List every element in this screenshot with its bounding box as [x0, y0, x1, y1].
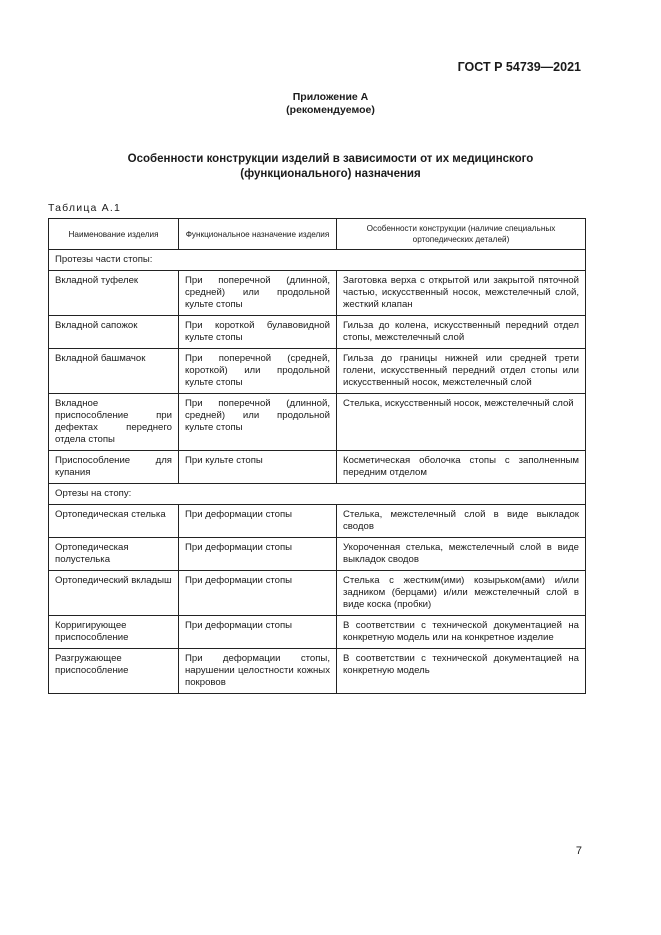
- cell-design-features: В соответствии с технической документацией на конкретную модель или на конкретное изделие: [337, 616, 586, 649]
- document-title: [60, 152, 601, 182]
- table-row: [49, 271, 586, 316]
- cell-design-features: В соответствии с технической документацией на конкретную модель: [337, 649, 586, 694]
- cell-function: При поперечной (средней, короткой) или продольной культе стопы: [179, 349, 337, 394]
- section-row: [49, 250, 586, 271]
- cell-function: При деформации стопы: [179, 616, 337, 649]
- cell-design-features: Гильза до границы нижней или средней трети голени, искусственный передний отдел стопы или искусственный носок, межстелечный слой: [337, 349, 586, 394]
- cell-function: При культе стопы: [179, 451, 337, 484]
- cell-function: При поперечной (длинной, средней) или продольной культе стопы: [179, 394, 337, 451]
- table-row: [49, 571, 586, 616]
- cell-product-name: Вкладной сапожок: [49, 316, 179, 349]
- cell-function: При поперечной (длинной, средней) или продольной культе стопы: [179, 271, 337, 316]
- cell-product-name: Ортопедическая стелька: [49, 505, 179, 538]
- table-caption: Таблица А.1: [48, 202, 122, 214]
- table-row: [49, 616, 586, 649]
- appendix-title: Приложение А: [292, 91, 369, 103]
- table-row: [49, 505, 586, 538]
- cell-product-name: Ортопедическая полустелька: [49, 538, 179, 571]
- document-title-line-1: Особенности конструкции изделий в зависимости от их медицинского: [127, 153, 534, 165]
- cell-product-name: Корригирующее приспособление: [49, 616, 179, 649]
- appendix-subtitle: (рекомендуемое): [286, 104, 375, 116]
- table-row: [49, 649, 586, 694]
- page-number: 7: [575, 845, 582, 857]
- appendix-heading: [0, 91, 661, 117]
- document-title-line-2: (функционального) назначения: [240, 168, 421, 180]
- cell-design-features: Гильза до колена, искусственный передний отдел стопы, межстелечный слой: [337, 316, 586, 349]
- section-title: Ортезы на стопу:: [49, 484, 586, 505]
- cell-design-features: Укороченная стелька, межстелечный слой в виде выкладок сводов: [337, 538, 586, 571]
- section-title: Протезы части стопы:: [49, 250, 586, 271]
- cell-product-name: Приспособление для купания: [49, 451, 179, 484]
- table-row: [49, 538, 586, 571]
- table-row: [49, 394, 586, 451]
- column-header-function: Функциональное назначение изделия: [179, 219, 337, 250]
- document-code: ГОСТ Р 54739—2021: [457, 60, 581, 74]
- cell-product-name: Вкладной башмачок: [49, 349, 179, 394]
- cell-design-features: Стелька, искусственный носок, межстелечный слой: [337, 394, 586, 451]
- cell-function: При деформации стопы: [179, 505, 337, 538]
- table-row: [49, 316, 586, 349]
- cell-function: При деформации стопы: [179, 538, 337, 571]
- column-header-product-name: Наименование изделия: [49, 219, 179, 250]
- table-header-row: [49, 219, 586, 250]
- cell-function: При деформации стопы: [179, 571, 337, 616]
- cell-product-name: Вкладное приспособление при дефектах переднего отдела стопы: [49, 394, 179, 451]
- cell-design-features: Стелька, межстелечный слой в виде выкладок сводов: [337, 505, 586, 538]
- table-row: [49, 349, 586, 394]
- cell-function: При короткой булавовидной культе стопы: [179, 316, 337, 349]
- specification-table: [48, 218, 586, 694]
- cell-design-features: Заготовка верха с открытой или закрытой пяточной частью, искусственный носок, межстелечный слой, жесткий клапан: [337, 271, 586, 316]
- cell-function: При деформации стопы, нарушении целостности кожных покровов: [179, 649, 337, 694]
- cell-product-name: Вкладной туфелек: [49, 271, 179, 316]
- cell-design-features: Косметическая оболочка стопы с заполненным передним отделом: [337, 451, 586, 484]
- column-header-design-features: Особенности конструкции (наличие специальных ортопедических деталей): [337, 219, 586, 250]
- cell-product-name: Разгружающее приспособление: [49, 649, 179, 694]
- section-row: [49, 484, 586, 505]
- cell-product-name: Ортопедический вкладыш: [49, 571, 179, 616]
- cell-design-features: Стелька с жестким(ими) козырьком(ами) и/или задником (берцами) и/или межстелечный слой в виде коска (пробки): [337, 571, 586, 616]
- table-row: [49, 451, 586, 484]
